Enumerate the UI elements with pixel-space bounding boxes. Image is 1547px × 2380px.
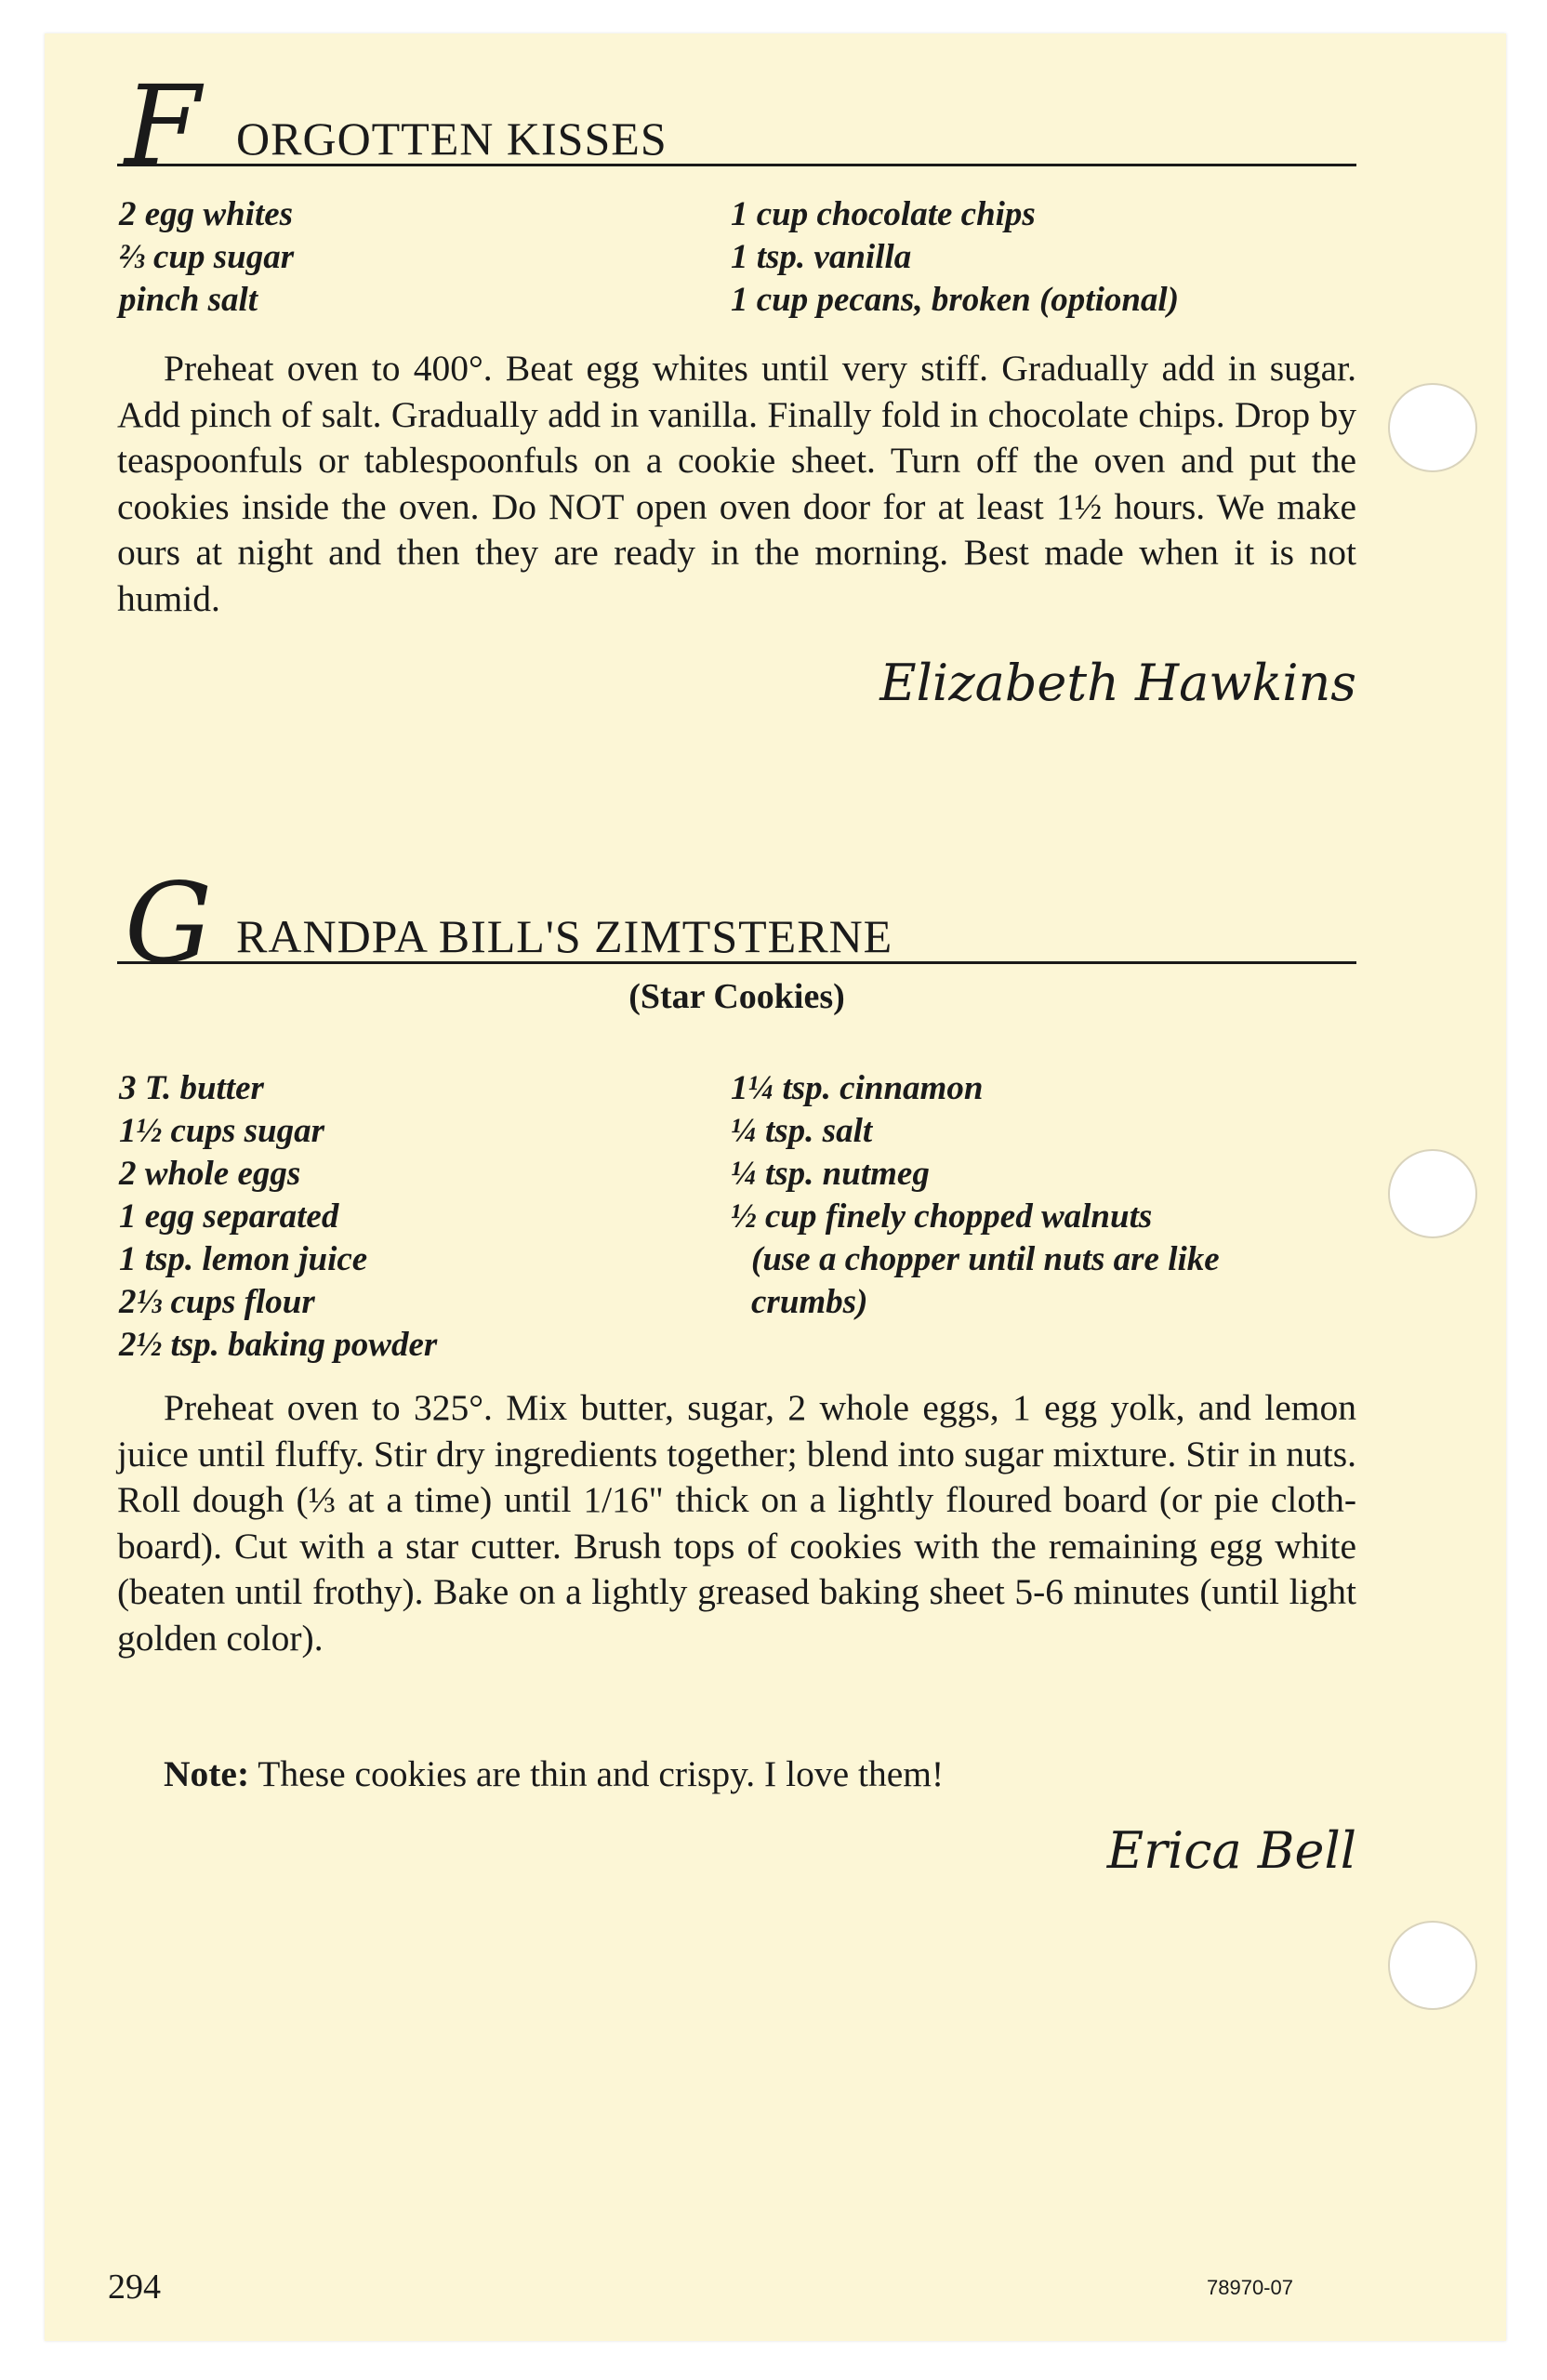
- ingredient-item: 1¼ tsp. cinnamon: [731, 1069, 984, 1107]
- recipe-subtitle: (Star Cookies): [628, 977, 845, 1016]
- ingredient-item: 1 tsp. lemon juice: [119, 1240, 368, 1278]
- ingredients-left: [119, 1067, 437, 1367]
- recipe-note: [164, 1752, 944, 1798]
- title-initial: F: [125, 61, 201, 190]
- ingredient-item: ⅔ cup sugar: [119, 238, 295, 276]
- ingredient-item: 2 whole eggs: [119, 1155, 301, 1193]
- ingredient-item: 1½ cups sugar: [119, 1112, 325, 1150]
- recipe-page: [45, 33, 1506, 2341]
- recipe-title-forgotten-kisses: [117, 61, 1356, 190]
- title-initial: G: [125, 859, 213, 987]
- form-code: 78970-07: [1207, 2276, 1293, 2299]
- binder-hole-middle: [1388, 1149, 1477, 1238]
- recipe-directions: Preheat oven to 325°. Mix butter, sugar, 2 whole eggs, 1 egg yolk, and lemon juice until fluffy. Stir dry ingredients together; blend into sugar mixture. Stir in nuts. Roll dough (⅓ at a time) until 1/16" thick on a lightly floured board (or pie cloth-board). Cut with a star cutter. Brush tops of cookies with the remaining egg white (beaten until frothy). Bake on a lightly greased baking sheet 5-6 minutes (until light golden color).: [117, 1387, 1356, 1659]
- ingredient-item: crumbs): [751, 1283, 868, 1321]
- binder-hole-top: [1388, 383, 1477, 472]
- ingredient-item: pinch salt: [119, 281, 258, 319]
- ingredient-item: 1 egg separated: [119, 1197, 339, 1236]
- ingredient-item: (use a chopper until nuts are like: [751, 1240, 1220, 1278]
- ingredient-item: 1 cup pecans, broken (optional): [731, 281, 1180, 319]
- ingredient-item: 2 egg whites: [119, 195, 294, 233]
- binder-hole-bottom: [1388, 1921, 1477, 2010]
- ingredient-item: 1 cup chocolate chips: [731, 195, 1036, 233]
- recipe-signature: Erica Bell: [1106, 1821, 1356, 1880]
- recipe-title-zimtsterne: [117, 859, 1356, 987]
- recipe-directions: Preheat oven to 400°. Beat egg whites until very stiff. Gradually add in sugar. Add pinch of salt. Gradually add in vanilla. Finally fold in chocolate chips. Drop by teaspoonfuls or tablespoonfuls on a cookie sheet. Turn off the oven and put the cookies inside the oven. Do NOT open oven door for at least 1½ hours. We make ours at night and then they are ready in the morning. Best made when it is not humid.: [117, 348, 1356, 619]
- ingredients-right: [731, 193, 1179, 322]
- ingredient-item: 2½ tsp. baking powder: [119, 1326, 438, 1364]
- ingredient-item: ¼ tsp. nutmeg: [731, 1155, 930, 1193]
- page-number: 294: [108, 2268, 161, 2307]
- ingredient-item: ½ cup finely chopped walnuts: [731, 1197, 1153, 1236]
- ingredient-item: 1 tsp. vanilla: [731, 238, 912, 276]
- ingredients-right: [731, 1067, 1220, 1324]
- note-text: These cookies are thin and crispy. I love them!: [258, 1753, 945, 1794]
- recipe-signature: Elizabeth Hawkins: [879, 654, 1356, 712]
- title-text: ORGOTTEN KISSES: [236, 112, 668, 165]
- note-label: Note:: [164, 1753, 250, 1794]
- ingredients-left: [119, 193, 294, 322]
- ingredient-item: 3 T. butter: [119, 1069, 264, 1107]
- title-text: RANDPA BILL'S ZIMTSTERNE: [236, 910, 893, 962]
- ingredient-item: ¼ tsp. salt: [731, 1112, 873, 1150]
- ingredient-item: 2⅓ cups flour: [119, 1283, 315, 1321]
